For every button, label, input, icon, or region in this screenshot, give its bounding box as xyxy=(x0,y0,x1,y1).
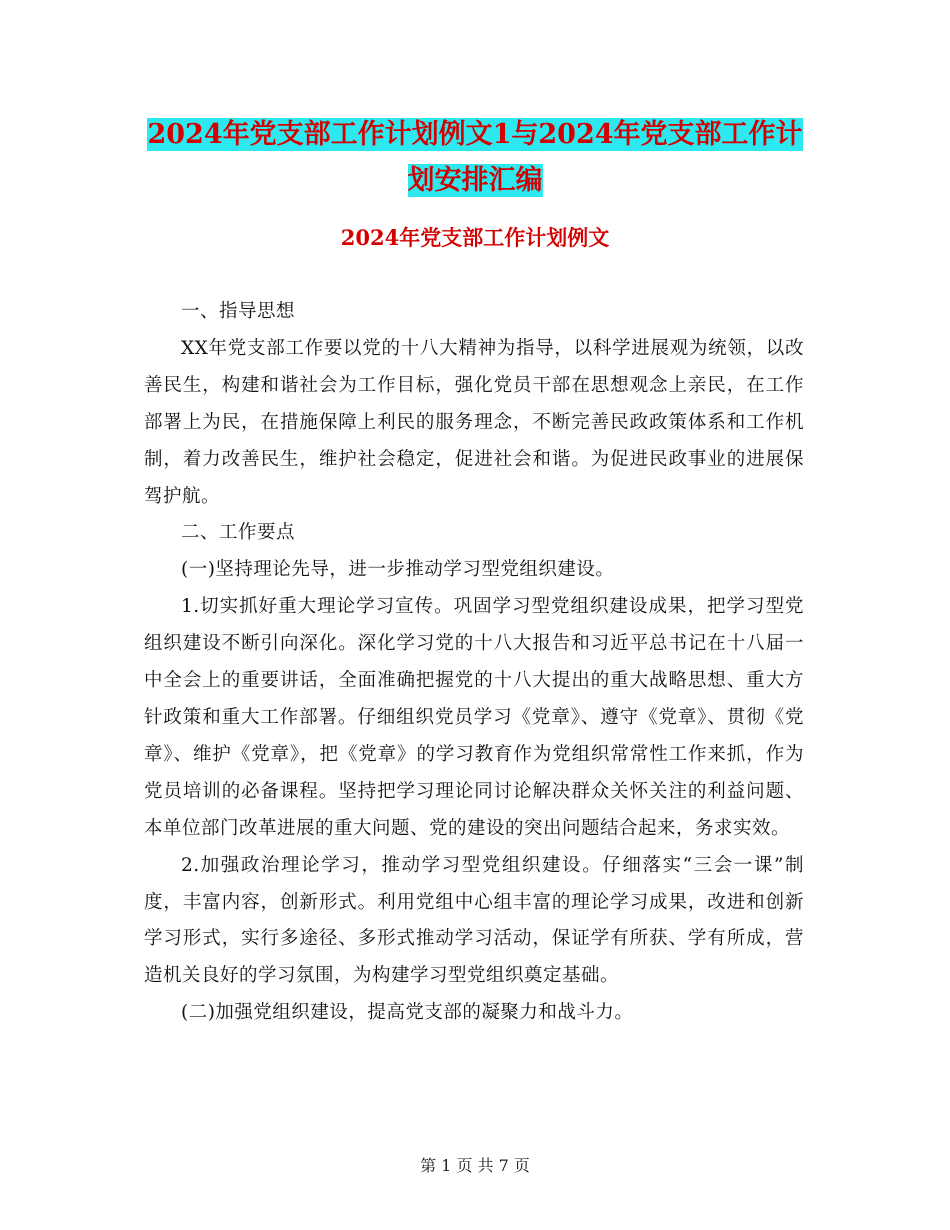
section-subtitle: 2024年党支部工作计划例文 xyxy=(340,225,610,250)
page-footer: 第 1 页 共 7 页 xyxy=(420,1156,530,1175)
title-line-1: 2024年党支部工作计划例文1与2024年党支部工作计 xyxy=(147,119,803,150)
heading-guiding-ideology: 一、指导思想 xyxy=(181,301,296,322)
paragraph-item-2: 2.加强政治理论学习，推动学习型党组织建设。仔细落实“三会一课”制度，丰富内容，创新形式。利用党组中心组丰富的理论学习成果，改进和创新学习形式，实行多途径、多形式推动学习活动，保证学有所获、学有所成，营造机关良好的学习氛围，为构建学习型党组织奠定基础。 xyxy=(144,854,804,987)
document-body xyxy=(144,294,804,1032)
document-title xyxy=(130,112,820,204)
subheading-theory-first: (一)坚持理论先导，进一步推动学习型党组织建设。 xyxy=(181,559,615,581)
paragraph-guiding-ideology: XX年党支部工作要以党的十八大精神为指导，以科学进展观为统领，以改善民生，构建和谐社会为工作目标，强化党员干部在思想观念上亲民，在工作部署上为民，在措施保障上利民的服务理念，不断完善民政政策体系和工作机制，着力改善民生，维护社会稳定，促进社会和谐。为促进民政事业的进展保驾护航。 xyxy=(144,337,804,507)
paragraph-item-1: 1.切实抓好重大理论学习宣传。巩固学习型党组织建设成果，把学习型党组织建设不断引向深化。深化学习党的十八大报告和习近平总书记在十八届一中全会上的重要讲话，全面准确把握党的十八大提出的重大战略思想、重大方针政策和重大工作部署。仔细组织党员学习《党章》、遵守《党章》、贯彻《党章》、维护《党章》，把《党章》的学习教育作为党组织常常性工作来抓，作为党员培训的必备课程。坚持把学习理论同讨论解决群众关怀关注的利益问题、本单位部门改革进展的重大问题、党的建设的突出问题结合起来，务求实效。 xyxy=(144,596,804,839)
subheading-party-organization: (二)加强党组织建设，提高党支部的凝聚力和战斗力。 xyxy=(181,1002,634,1024)
heading-work-points: 二、工作要点 xyxy=(181,522,296,544)
title-line-2: 划安排汇编 xyxy=(407,165,543,196)
